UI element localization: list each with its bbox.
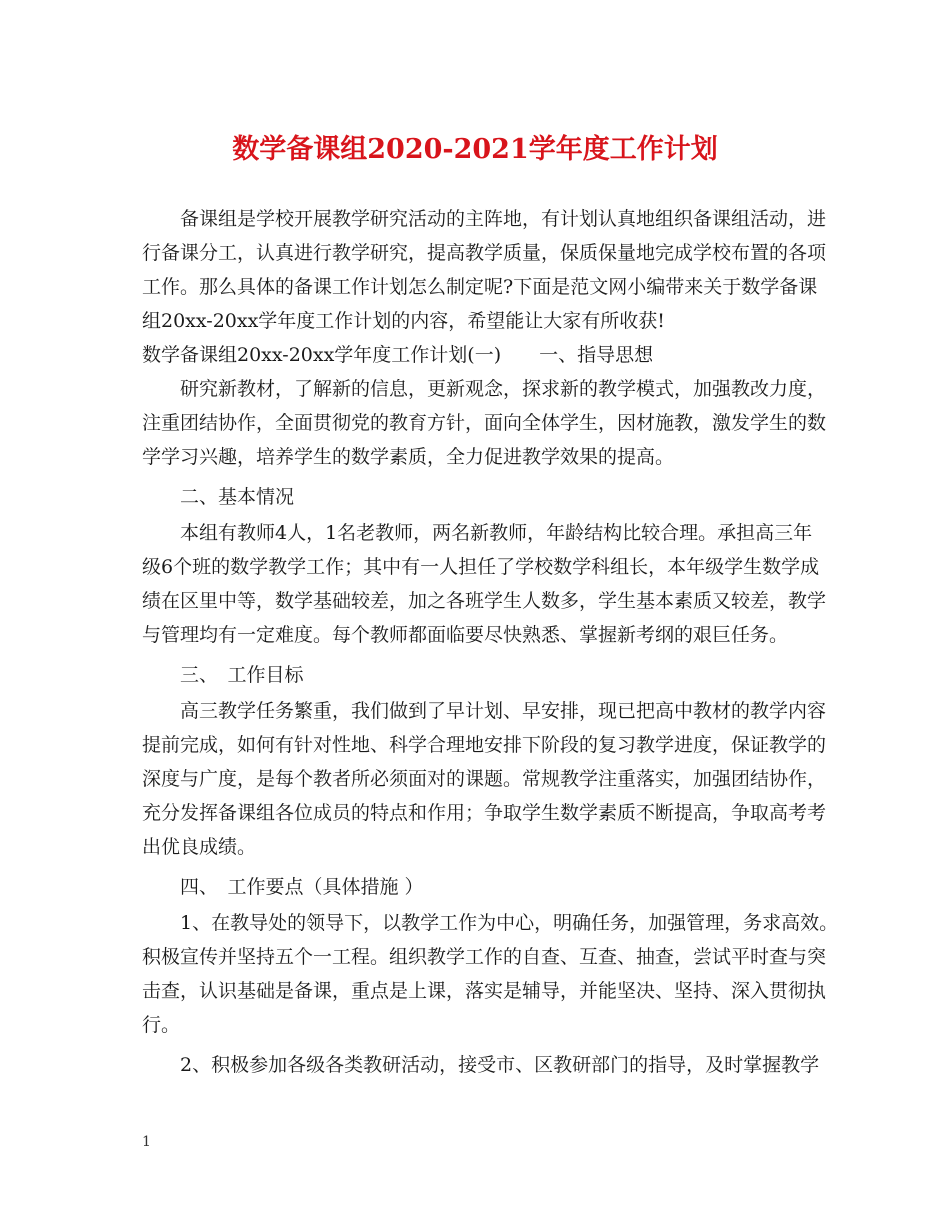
paragraph-line: 积极宣传并坚持五个一工程。组织教学工作的自查、互查、抽查，尝试平时查与突	[142, 946, 827, 968]
section-heading: 二、基本情况	[180, 486, 295, 508]
paragraph-line: 充分发挥备课组各位成员的特点和作用；争取学生数学素质不断提高，争取高考考	[142, 802, 827, 824]
paragraph-line: 工作。那么具体的备课工作计划怎么制定呢?下面是范文网小编带来关于数学备课	[142, 276, 818, 298]
paragraph-line: 研究新教材，了解新的信息，更新观念，探求新的教学模式，加强教改力度，	[180, 378, 827, 400]
section-heading: 三、 工作目标	[180, 664, 304, 686]
paragraph-line: 高三教学任务繁重，我们做到了早计划、早安排，现已把高中教材的教学内容	[180, 700, 827, 722]
paragraph-line: 学学习兴趣，培养学生的数学素质，全力促进教学效果的提高。	[142, 446, 675, 468]
paragraph-line: 与管理均有一定难度。每个教师都面临要尽快熟悉、掌握新考纲的艰巨任务。	[142, 624, 789, 646]
paragraph-line: 本组有教师4人，1名老教师，两名新教师，年龄结构比较合理。承担高三年	[180, 522, 813, 544]
document-title: 数学备课组2020-2021学年度工作计划	[232, 134, 718, 165]
section-heading: 四、 工作要点（具体措施 ）	[180, 876, 424, 898]
paragraph-line: 2、积极参加各级各类教研活动，接受市、区教研部门的指导，及时掌握教学	[180, 1054, 820, 1076]
paragraph-line: 出优良成绩。	[142, 836, 257, 858]
paragraph-line: 提前完成，如何有针对性地、科学合理地安排下阶段的复习教学进度，保证教学的	[142, 734, 827, 756]
paragraph-line: 绩在区里中等，数学基础较差，加之各班学生人数多，学生基本素质又较差，教学	[142, 590, 827, 612]
paragraph-line: 级6个班的数学教学工作；其中有一人担任了学校数学科组长，本年级学生数学成	[142, 556, 820, 578]
paragraph-line: 1、在教导处的领导下，以教学工作为中心，明确任务，加强管理，务求高效。	[180, 912, 839, 934]
paragraph-line: 深度与广度，是每个教者所必须面对的课题。常规教学注重落实，加强团结协作，	[142, 768, 827, 790]
paragraph-line: 行。	[142, 1014, 181, 1036]
paragraph-line: 行备课分工，认真进行教学研究，提高教学质量，保质保量地完成学校布置的各项	[142, 242, 827, 264]
paragraph-line: 击查，认识基础是备课，重点是上课，落实是辅导，并能坚决、坚持、深入贯彻执	[142, 980, 827, 1002]
paragraph-line: 组20xx-20xx学年度工作计划的内容，希望能让大家有所收获!	[142, 310, 665, 332]
paragraph-line: 注重团结协作，全面贯彻党的教育方针，面向全体学生，因材施教，激发学生的数	[142, 412, 827, 434]
paragraph-line: 备课组是学校开展教学研究活动的主阵地，有计划认真地组织备课组活动，进	[180, 208, 827, 230]
section-heading-line: 数学备课组20xx-20xx学年度工作计划(一) 一、指导思想	[142, 344, 654, 366]
page-number: 1	[142, 1134, 151, 1150]
